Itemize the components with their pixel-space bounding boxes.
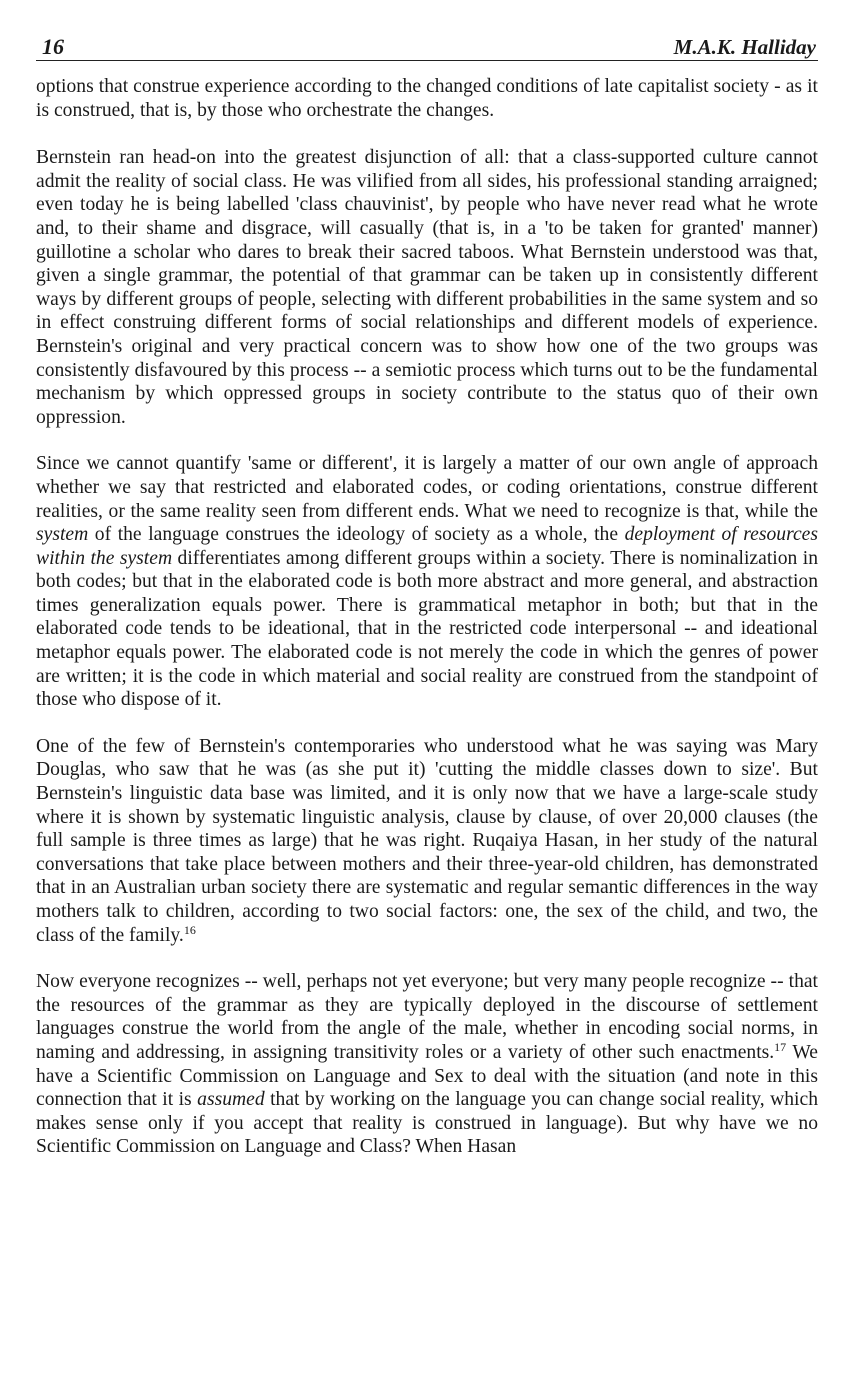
paragraph-1: options that construe experience according to the changed conditions of late capitalist society - as it is construed, that is, by those who orchestrate the changes. — [36, 76, 818, 121]
paragraph-5-text-b: We have a Scientific Commission on Language and Sex to deal with the situation (and note in this connection that it is — [36, 1041, 818, 1111]
paragraph-3-text-c: differentiates among different groups within a society. There is nominalization in both codes; but that in the elaborated code is both more abstract and more general, and abstraction times generalization equals power. There is grammatical metaphor in both; but that in the elaborated code tends to be ideational, that in the restricted code interpersonal -- and ideational metaphor equals power. The elaborated code is not merely the code in which the genres of power are written; it is the code in which material and social reality are construed from the standpoint of those who dispose of it. — [36, 547, 818, 711]
footnote-ref-17[interactable]: 17 — [774, 1039, 787, 1054]
paragraph-4 — [36, 735, 818, 947]
paragraph-3-text-a: Since we cannot quantify 'same or different', it is largely a matter of our own angle of approach whether we say that restricted and elaborated codes, or coding orientations, construe different realities, or the same reality seen from different ends. What we need to recognize is that, while the — [36, 453, 818, 522]
paragraph-3-emphasis-deployment: deployment of resources within the system — [36, 524, 818, 569]
running-head-author: M.A.K. Halliday — [673, 35, 816, 59]
paragraph-5-text-a: Now everyone recognizes -- well, perhaps not yet everyone; but very many people recognize -- that the resources of the grammar as they are typically deployed in the discourse of settlement languages construe the world from the angle of the male, whether in encoding social norms, in naming and addressing, in assigning transitivity roles or a variety of other such enactments. — [36, 971, 818, 1063]
page-number: 16 — [42, 34, 64, 59]
page-header — [36, 26, 818, 61]
document-page — [36, 26, 818, 1182]
footnote-ref-16[interactable]: 16 — [183, 922, 196, 937]
paragraph-4-text: One of the few of Bernstein's contemporaries who understood what he was saying was Mary Douglas, who saw that he was (as she put it) 'cutting the middle classes down to size'. But Bernstein's linguistic data base was limited, and it is only now that we have a large-scale study where it is shown by systematic linguistic analysis, clause by clause, of over 20,000 clauses (the full sample is three times as large) that he was right. Ruqaiya Hasan, in her study of the natural conversations that take place between mothers and their three-year-old children, has demonstrated that in an Australian urban society there are systematic and regular semantic differences in the way mothers talk to children, according to two social factors: one, the sex of the child, and two, the class of the family. — [36, 735, 818, 946]
paragraph-3 — [36, 452, 818, 712]
body-text — [36, 75, 818, 1159]
paragraph-5-emphasis-assumed: assumed — [197, 1089, 265, 1111]
paragraph-2: Bernstein ran head-on into the greatest disjunction of all: that a class-supported culture cannot admit the reality of social class. He was vilified from all sides, his professional standing arraigned; even today he is being labelled 'class chauvinist', by people who have never read what he wrote and, to their shame and disgrace, will casually (that is, in a 'to be taken for granted' manner) guillotine a scholar who dares to break their sacred taboos. What Bernstein understood was that, given a single grammar, the potential of that grammar can be taken up in consistently different ways by different groups of people, selecting with different probabilities in the same system and so in effect construing different forms of social relationships and different models of experience. Bernstein's original and very practical concern was to show how one of the two groups was consistently disfavoured by this process -- a semiotic process which turns out to be the fundamental mechanism by which oppressed groups in society contribute to the status quo of their own oppression. — [36, 147, 818, 428]
paragraph-5-text-c: that by working on the language you can change social reality, which makes sense only if you accept that reality is construed in language). But why have we no Scientific Commission on Language and Class? When Hasan — [36, 1089, 818, 1158]
paragraph-3-text-b: of the language construes the ideology of society as a whole, the — [88, 524, 625, 546]
paragraph-3-emphasis-system: system — [36, 524, 89, 546]
paragraph-5 — [36, 970, 818, 1159]
